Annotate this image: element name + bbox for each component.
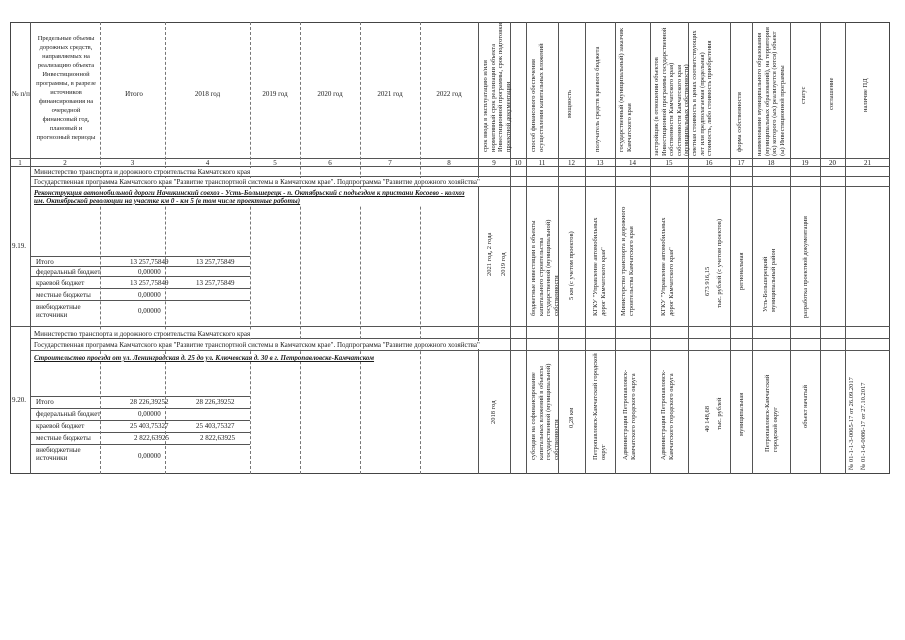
header-col7: 2021 год bbox=[377, 90, 403, 98]
header-col14: государственный (муниципальный) заказчик Камчатского края bbox=[618, 28, 633, 152]
header-col21: наличие ПД bbox=[862, 78, 869, 112]
s1-c9: 2021 год, 2 года bbox=[486, 232, 493, 276]
ministry-label-2: Министерство транспорта и дорожного строительства Камчатского края bbox=[34, 330, 254, 338]
row-line bbox=[30, 256, 250, 257]
col-number: 6 bbox=[328, 159, 332, 167]
object-title-2: Строительство проезда от ул. Ленинградская д. 25 до ул. Ключевская д. 30 в г. Петропавловске-Камчатском bbox=[34, 354, 375, 362]
s1-c13: КГКУ "Управление автомобильных дорог Камчатского края" bbox=[592, 217, 607, 316]
col-border bbox=[420, 22, 421, 474]
col-border bbox=[752, 22, 753, 474]
row-2018: 28 226,39252 bbox=[196, 398, 235, 406]
row-line bbox=[30, 420, 250, 421]
col-border bbox=[615, 22, 616, 474]
header-col20: соглашение bbox=[828, 77, 835, 110]
header-col3: Итого bbox=[125, 90, 143, 98]
col-number: 10 bbox=[514, 159, 522, 167]
row-total: 13 257,75849 bbox=[130, 279, 169, 287]
program-label-2: Государственная программа Камчатского края "Развитие транспортной системы в Камчатском крае". Подпрограмма "Развитие дорожного хозяйства" bbox=[34, 341, 484, 349]
header-col11: способ финансового обеспечения осуществления капитальных вложений bbox=[530, 43, 545, 152]
s2-c17: муниципальная bbox=[738, 392, 745, 436]
s1-c14: Министерство транспорта и дорожного строительства Камчатского края bbox=[620, 206, 635, 316]
row-index-1: 9.19. bbox=[12, 242, 26, 250]
row-label: Итого bbox=[36, 398, 54, 406]
s2-c18: Петропавловск-Камчатский городской округ bbox=[764, 374, 779, 452]
col-number: 11 bbox=[538, 159, 546, 167]
row-line bbox=[30, 300, 250, 301]
col-border bbox=[165, 22, 166, 474]
col-number: 18 bbox=[767, 159, 775, 167]
row-index-2: 9.20. bbox=[12, 396, 26, 404]
col-number: 2 bbox=[63, 159, 67, 167]
row-line bbox=[30, 276, 250, 277]
col-number: 9 bbox=[492, 159, 496, 167]
s1-c15: КГКУ "Управление автомобильных дорог Камчатского края" bbox=[660, 217, 675, 316]
program-divider-1 bbox=[30, 186, 890, 187]
row-total: 25 403,75327 bbox=[130, 422, 169, 430]
s1-c16b: тыс. рублей (с учетом проектов) bbox=[716, 218, 723, 308]
col-number: 5 bbox=[273, 159, 277, 167]
col-number: 4 bbox=[205, 159, 210, 167]
s2-c13: Петропавловск-Камчатский городской округ bbox=[592, 353, 607, 460]
row-line bbox=[30, 288, 250, 289]
row-line bbox=[30, 396, 250, 397]
s2-c20a: № 01-1-1-3-0065-17 от 26.09.2017 bbox=[848, 377, 855, 470]
row-label: местные бюджеты bbox=[36, 291, 91, 299]
s1-c12: 5 км (с учетом проектов) bbox=[568, 231, 575, 300]
header-col8: 2022 год bbox=[436, 90, 462, 98]
header-col1: № п/п bbox=[12, 90, 30, 98]
col-border bbox=[845, 22, 846, 474]
row-line bbox=[30, 444, 250, 445]
row-label: внебюджетные источники bbox=[36, 446, 81, 462]
s2-c12: 0,28 км bbox=[568, 407, 575, 428]
row-line bbox=[30, 432, 250, 433]
row-line bbox=[30, 266, 250, 267]
col-border bbox=[730, 22, 731, 474]
header-col2: Предельные объемы дорожных средств, направляемых на реализацию объекта Инвестиционной программы, в разрезе источников финансирования на очередной финансовый год, плановый и прогнозный периоды bbox=[36, 35, 96, 141]
header-col13: получатель средств краевого бюджета bbox=[594, 46, 601, 152]
col-number: 19 bbox=[801, 159, 809, 167]
col-number: 14 bbox=[629, 159, 636, 167]
row-line bbox=[30, 408, 250, 409]
row-total: 2 822,63925 bbox=[134, 434, 169, 442]
row-label: краевой бюджет bbox=[36, 279, 85, 287]
program-divider-2 bbox=[30, 350, 890, 351]
s2-c19: объект начатый bbox=[802, 385, 809, 428]
col-number: 21 bbox=[864, 159, 871, 167]
header-col18: наименование муниципального образования (муниципальных образований), на территории (ях) которого (ых) реализуется (ются) объект (ы) Инвестиционной программы bbox=[756, 27, 786, 156]
col-border bbox=[526, 22, 527, 474]
row-total: 0,00000 bbox=[138, 452, 161, 460]
header-col4: 2018 год bbox=[194, 90, 221, 98]
header-col17: форма собственности bbox=[736, 92, 743, 152]
row-total: 28 226,39252 bbox=[130, 398, 169, 406]
row-2018: 25 403,75327 bbox=[196, 422, 235, 430]
row-label: внебюджетные источники bbox=[36, 303, 81, 319]
col-number: 13 bbox=[596, 159, 604, 167]
col-number: 20 bbox=[829, 159, 836, 167]
col-border bbox=[820, 22, 821, 474]
col-border bbox=[585, 22, 586, 474]
s2-c9: 2018 год bbox=[490, 400, 497, 424]
col-border bbox=[100, 22, 101, 474]
col-border bbox=[650, 22, 651, 474]
s2-c20b: № 01-1-6-0086-17 от 27.10.2017 bbox=[860, 382, 867, 470]
col-number: 1 bbox=[18, 159, 22, 167]
ministry-divider-1 bbox=[30, 176, 890, 177]
s2-c15: Администрация Петропавловск-Камчатского городского округа bbox=[660, 369, 675, 460]
col-number: 3 bbox=[130, 159, 135, 167]
row-total: 13 257,75849 bbox=[130, 258, 169, 266]
col-number: 8 bbox=[447, 159, 451, 167]
object-title-1: Реконструкция автомобильной дороги Начикинский совхоз - Усть-Большерецк - п. Октябрьский с подъездом к пристани Косоево - колхоз им. Октябрьской революции на участке км 0 - км 5 (в том числе проектные работы) bbox=[34, 189, 474, 205]
col-border bbox=[790, 22, 791, 474]
s1-c18: Усть-Большерецкий муниципальный район bbox=[762, 248, 777, 312]
row-2018: 13 257,75849 bbox=[196, 258, 235, 266]
s2-c11: субсидии на софинансирование капитальных вложений в объекты государственной (муниципальной) собственности bbox=[530, 363, 560, 460]
row-total: 0,00000 bbox=[138, 307, 161, 315]
row-total: 0,00000 bbox=[138, 410, 161, 418]
row-total: 0,00000 bbox=[138, 291, 161, 299]
col-border bbox=[360, 22, 361, 474]
row-label: федеральный бюджет bbox=[36, 268, 101, 276]
s2-c16b: тыс. рублей bbox=[716, 397, 723, 430]
s1-c19: разработка проектной документации bbox=[802, 216, 809, 318]
row-2018: 2 822,63925 bbox=[200, 434, 235, 442]
s1-c17: региональная bbox=[738, 252, 745, 290]
col-border bbox=[478, 22, 479, 474]
s1-c9b: 2019 год bbox=[500, 252, 507, 276]
col-border bbox=[250, 22, 251, 474]
row-label: федеральный бюджет bbox=[36, 410, 101, 418]
row-label: местные бюджеты bbox=[36, 434, 91, 442]
header-col5: 2019 год bbox=[262, 90, 288, 98]
ministry-label-1: Министерство транспорта и дорожного строительства Камчатского края bbox=[34, 168, 254, 176]
header-col12: мощность bbox=[566, 90, 573, 118]
col-number: 17 bbox=[737, 159, 745, 167]
header-col15: застройщик (в отношении объектов Инвестиционной программы государственной собственности Камчатского края) собственности Камчатского края (муниципальных собственности) bbox=[653, 27, 690, 156]
s2-c14: Администрация Петропавловск-Камчатского городского округа bbox=[622, 369, 637, 460]
row-label: краевой бюджет bbox=[36, 422, 85, 430]
header-col6: 2020 год bbox=[317, 90, 343, 98]
s1-c11: бюджетные инвестиции в объекты капитального строительства государственной (муниципальной) собственности bbox=[530, 219, 560, 316]
header-col19: статус bbox=[800, 86, 807, 104]
row-total: 0,00000 bbox=[138, 268, 161, 276]
s2-c16a: 40 148,68 bbox=[704, 406, 711, 432]
ministry-divider-2 bbox=[30, 338, 890, 339]
col-number: 12 bbox=[568, 159, 575, 167]
header-col16: сметная стоимость в ценах соответствующих лет или предполагаемая (предельная) стоимость, либо стоимость приобретения bbox=[691, 30, 713, 156]
col-number: 7 bbox=[388, 159, 392, 167]
header-col9: срок ввода в эксплуатацию и/или нормативный срок реализации объекта Инвестиционной программы, срок подготовки проектной документации bbox=[482, 23, 512, 152]
col-border bbox=[300, 22, 301, 474]
row-2018: 13 257,75849 bbox=[196, 279, 235, 287]
col-number: 15 bbox=[665, 159, 673, 167]
row-label: Итого bbox=[36, 258, 54, 266]
col-number: 16 bbox=[705, 159, 713, 167]
s1-c16a: 673 916,15 bbox=[704, 266, 711, 296]
col-border bbox=[30, 22, 31, 474]
program-label-1: Государственная программа Камчатского края "Развитие транспортной системы в Камчатском крае". Подпрограмма "Развитие дорожного хозяйства" bbox=[34, 178, 484, 186]
section-divider bbox=[10, 326, 890, 327]
